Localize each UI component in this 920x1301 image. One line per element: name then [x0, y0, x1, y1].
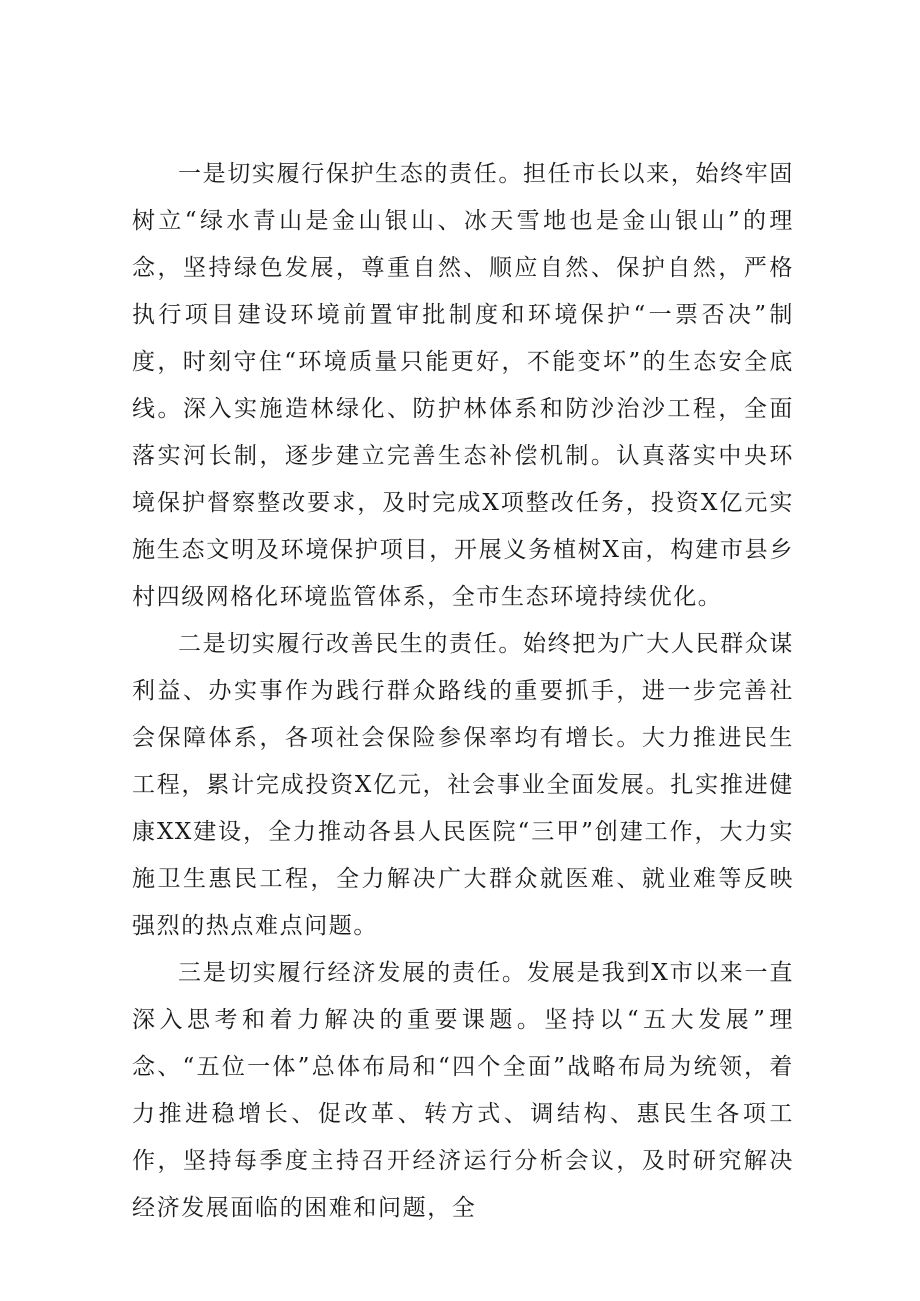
paragraph-livelihood: 二是切实履行改善民生的责任。始终把为广大人民群众谋利益、办实事作为践行群众路线的重要抓手，进一步完善社会保障体系，各项社会保险参保率均有增长。大力推进民生工程，累计完成投资X亿元，社会事业全面发展。扎实推进健康XX建设，全力推动各县人民医院“三甲”创建工作，大力实施卫生惠民工程，全力解决广大群众就医难、就业难等反映强烈的热点难点问题。: [132, 631, 794, 939]
document-body: [132, 151, 794, 1232]
paragraph-ecology: 一是切实履行保护生态的责任。担任市长以来，始终牢固树立“绿水青山是金山银山、冰天雪地也是金山银山”的理念，坚持绿色发展，尊重自然、顺应自然、保护自然，严格执行项目建设环境前置审批制度和环境保护“一票否决”制度，时刻守住“环境质量只能更好，不能变坏”的生态安全底线。深入实施造林绿化、防护林体系和防沙治沙工程，全面落实河长制，逐步建立完善生态补偿机制。认真落实中央环境保护督察整改要求，及时完成X项整改任务，投资X亿元实施生态文明及环境保护项目，开展义务植树X亩，构建市县乡村四级网格化环境监管体系，全市生态环境持续优化。: [132, 161, 794, 610]
paragraph-economy: 三是切实履行经济发展的责任。发展是我到X市以来一直深入思考和着力解决的重要课题。坚持以“五大发展”理念、“五位一体”总体布局和“四个全面”战略布局为统领，着力推进稳增长、促改革、转方式、调结构、惠民生各项工作，坚持每季度主持召开经济运行分析会议，及时研究解决经济发展面临的困难和问题，全: [132, 960, 794, 1221]
